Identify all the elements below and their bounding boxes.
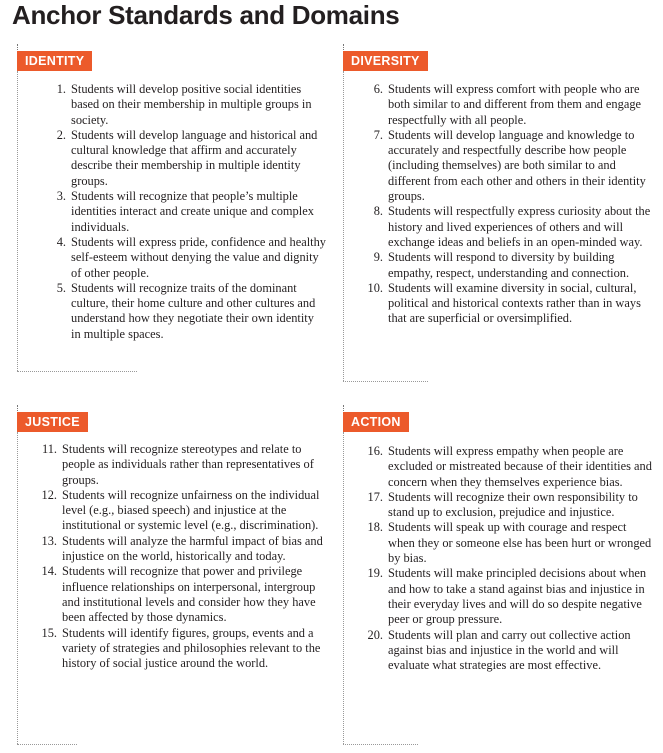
item-number: 2. bbox=[56, 127, 66, 142]
panel-left-rule bbox=[17, 71, 18, 371]
list-item bbox=[37, 442, 329, 488]
item-number: 16. bbox=[367, 444, 383, 458]
justice-list bbox=[37, 442, 329, 671]
justice-panel bbox=[17, 412, 329, 747]
panel-bottom-rule bbox=[343, 381, 428, 382]
item-number: 6. bbox=[373, 82, 383, 96]
list-item bbox=[363, 566, 655, 627]
item-text: Students will analyze the harmful impact of bias and injustice on the world, historically and today. bbox=[62, 533, 323, 564]
list-item bbox=[46, 82, 326, 128]
item-text: Students will recognize unfairness on the individual level (e.g., biased speech) and injustice at the institutional or systemic level (e.g., discrimination). bbox=[62, 487, 320, 533]
item-number: 3. bbox=[56, 189, 66, 204]
item-number: 5. bbox=[56, 280, 66, 295]
list-item bbox=[363, 128, 653, 204]
list-item bbox=[363, 628, 655, 674]
item-text: Students will recognize their own responsibility to stand up to exclusion, prejudice and injustice. bbox=[388, 489, 638, 520]
item-number: 20. bbox=[367, 627, 383, 642]
item-number: 1. bbox=[56, 82, 66, 96]
item-number: 4. bbox=[56, 234, 66, 249]
action-tab: ACTION bbox=[343, 412, 409, 432]
item-number: 17. bbox=[367, 489, 383, 504]
list-item bbox=[37, 534, 329, 565]
item-text: Students will respond to diversity by building empathy, respect, understanding and connection. bbox=[388, 250, 630, 280]
item-text: Students will recognize that people’s multiple identities interact and create unique and complex individuals. bbox=[71, 189, 314, 234]
item-text: Students will examine diversity in social, cultural, political and historical contexts rather than in ways that are superficial or oversimplified. bbox=[388, 280, 641, 326]
item-text: Students will speak up with courage and respect when they or someone else has been hurt or wronged by bias. bbox=[388, 520, 652, 566]
item-number: 10. bbox=[367, 280, 383, 295]
panel-left-rule bbox=[343, 71, 344, 381]
item-text: Students will respectfully express curiosity about the history and lived experiences of others and will exchange ideas and beliefs in an open-minded way. bbox=[388, 204, 651, 249]
item-text: Students will develop language and knowledge to accurately and respectfully describe how people (including themselves) are both similar to and different from each other and others in their identity groups. bbox=[388, 127, 646, 204]
item-text: Students will express comfort with people who are both similar to and different from them and engage respectfully with all people. bbox=[388, 82, 642, 127]
item-text: Students will develop positive social identities based on their membership in multiple groups in society. bbox=[71, 82, 312, 127]
list-item bbox=[37, 488, 329, 534]
diversity-panel bbox=[343, 51, 655, 381]
diversity-list bbox=[363, 82, 653, 327]
page-title: Anchor Standards and Domains bbox=[12, 0, 400, 30]
panel-bottom-rule bbox=[17, 371, 137, 372]
item-text: Students will make principled decisions about when and how to take a stand against bias and injustice in their everyday lives and will do so despite negative peer or group pressure. bbox=[388, 566, 647, 627]
item-number: 15. bbox=[41, 625, 57, 640]
list-item bbox=[46, 235, 326, 281]
item-number: 12. bbox=[41, 487, 57, 502]
list-item bbox=[37, 564, 329, 625]
panel-bottom-rule bbox=[17, 744, 77, 745]
item-text: Students will express empathy when people are excluded or mistreated because of their identities and concern when they themselves experience bias. bbox=[388, 444, 652, 489]
item-number: 11. bbox=[41, 442, 57, 456]
item-number: 14. bbox=[41, 564, 57, 579]
list-item bbox=[363, 444, 655, 490]
panel-bottom-rule bbox=[343, 744, 418, 745]
list-item bbox=[363, 250, 653, 281]
item-number: 9. bbox=[373, 250, 383, 265]
list-item bbox=[46, 128, 326, 189]
diversity-tab: DIVERSITY bbox=[343, 51, 428, 71]
identity-panel bbox=[17, 51, 327, 381]
justice-tab: JUSTICE bbox=[17, 412, 88, 432]
list-item bbox=[46, 189, 326, 235]
panel-left-rule bbox=[343, 432, 344, 744]
list-item bbox=[363, 281, 653, 327]
list-item bbox=[363, 490, 655, 521]
identity-list bbox=[46, 82, 326, 342]
list-item bbox=[363, 82, 653, 128]
item-text: Students will develop language and historical and cultural knowledge that affirm and accurately describe their membership in multiple identity groups. bbox=[71, 127, 318, 188]
item-text: Students will identify figures, groups, events and a variety of strategies and philosophies relevant to the history of social justice around the world. bbox=[62, 625, 321, 671]
action-panel bbox=[343, 412, 655, 747]
item-number: 18. bbox=[367, 520, 383, 535]
identity-tab: IDENTITY bbox=[17, 51, 92, 71]
item-number: 7. bbox=[373, 127, 383, 142]
panel-left-rule bbox=[17, 432, 18, 744]
item-text: Students will recognize that power and privilege influence relationships on interpersonal, intergroup and institutional levels and consider how they have been affected by those dynamics. bbox=[62, 564, 316, 625]
list-item bbox=[363, 204, 653, 250]
item-number: 8. bbox=[373, 204, 383, 219]
list-item bbox=[46, 281, 326, 342]
list-item bbox=[37, 626, 329, 672]
item-text: Students will plan and carry out collective action against bias and injustice in the world and will evaluate what strategies are most effective. bbox=[388, 627, 631, 673]
item-number: 13. bbox=[41, 533, 57, 548]
item-text: Students will express pride, confidence and healthy self-esteem without denying the value and dignity of other people. bbox=[71, 234, 326, 280]
item-number: 19. bbox=[367, 566, 383, 581]
item-text: Students will recognize traits of the dominant culture, their home culture and other cultures and understand how they negotiate their own identity in multiple spaces. bbox=[71, 280, 316, 341]
action-list bbox=[363, 444, 655, 673]
item-text: Students will recognize stereotypes and relate to people as individuals rather than representatives of groups. bbox=[62, 442, 314, 487]
list-item bbox=[363, 520, 655, 566]
